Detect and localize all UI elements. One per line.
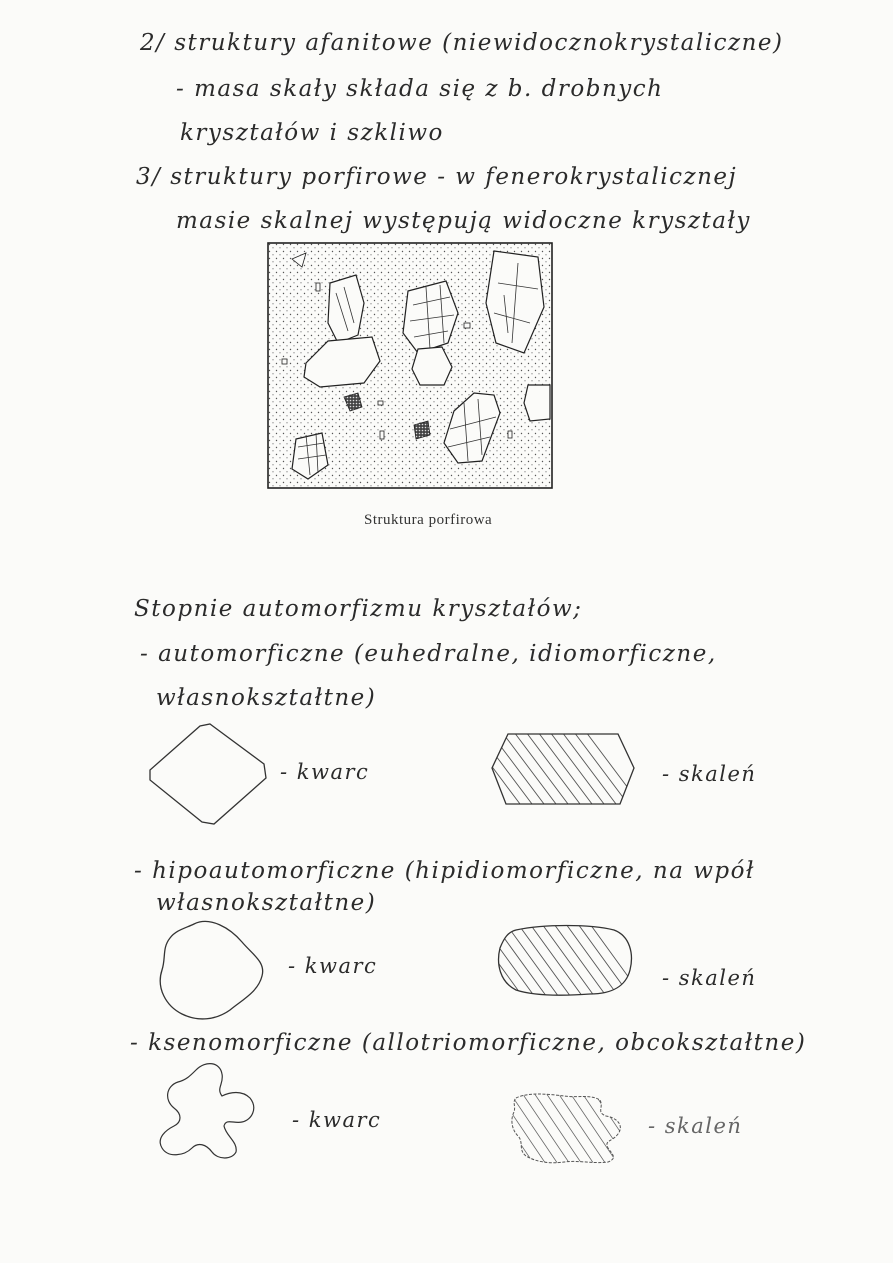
xenomorphic-feldspar-shape [508,1090,628,1164]
automorphic-quartz-shape [146,722,274,828]
automorphic-quartz-label: - kwarc [280,760,370,784]
automorphism-heading: Stopnie automorfizmu kryształów; [134,596,583,622]
automorphic-line-1: - automorficzne (euhedralne, idiomorficzne, [140,641,717,667]
figure-caption: Struktura porfirowa [364,512,493,528]
hypautomorphic-feldspar-label: - skaleń [662,966,757,990]
xenomorphic-quartz-shape [156,1060,266,1160]
note-line-6: masie skalnej występują widoczne kryształy [176,208,751,234]
note-line-3: - masa skały składa się z b. drobnych [176,76,664,102]
automorphic-feldspar-shape [490,732,636,806]
note-line-5: 3/ struktury porfirowe - w fenerokrystalicznej [136,164,738,190]
hypautomorphic-quartz-shape [156,918,268,1022]
hypautomorphic-line-2: własnokształtne) [156,890,377,916]
hypautomorphic-quartz-label: - kwarc [288,954,378,978]
xenomorphic-quartz-label: - kwarc [292,1108,382,1132]
hypautomorphic-feldspar-shape [494,924,636,998]
automorphic-feldspar-label: - skaleń [662,762,757,786]
automorphic-line-2: własnokształtne) [156,685,377,711]
note-line-4: kryształów i szkliwo [180,120,444,146]
porphyritic-structure-figure [268,243,552,488]
note-line-2: 2/ struktury afanitowe (niewidocznokrystaliczne) [140,30,784,56]
hypautomorphic-line-1: - hipoautomorficzne (hipidiomorficzne, na wpół [134,858,755,884]
xenomorphic-line: - ksenomorficzne (allotriomorficzne, obcokształtne) [130,1030,807,1056]
xenomorphic-feldspar-label: - skaleń [648,1114,743,1138]
